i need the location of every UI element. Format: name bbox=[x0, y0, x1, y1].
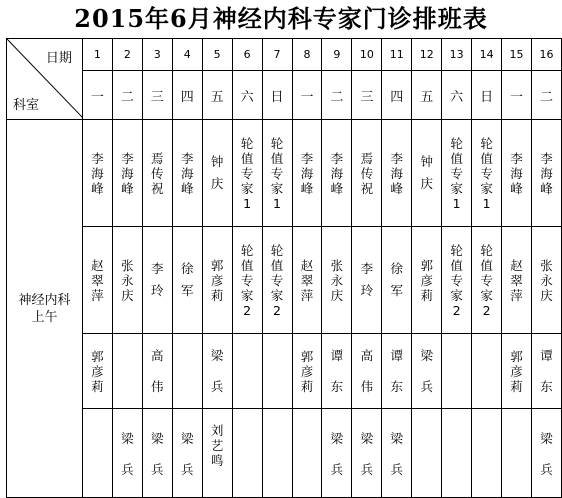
doctor-name: 轮值专家1 bbox=[480, 135, 493, 211]
date-header-cell: 16 bbox=[532, 39, 562, 71]
doctor-cell bbox=[502, 334, 532, 409]
weekday-header-cell: 五 bbox=[202, 71, 232, 120]
doctor-name: 李海峰 bbox=[510, 150, 523, 196]
doctor-cell bbox=[382, 409, 412, 498]
doctor-cell bbox=[202, 334, 232, 409]
doctor-name: 梁兵 bbox=[210, 348, 224, 394]
doctor-cell bbox=[82, 120, 112, 227]
doctor-cell bbox=[352, 409, 382, 498]
date-header-cell: 6 bbox=[232, 39, 262, 71]
doctor-name: 李海峰 bbox=[300, 150, 314, 196]
doctor-cell bbox=[232, 334, 262, 409]
doctor-name: 李海峰 bbox=[91, 150, 104, 196]
date-header-cell: 15 bbox=[502, 39, 532, 71]
doctor-name: 赵翠萍 bbox=[300, 257, 314, 303]
doctor-name: 李海峰 bbox=[540, 150, 553, 196]
weekday-header-cell: 二 bbox=[322, 71, 352, 120]
schedule-table-wrapper bbox=[6, 38, 562, 498]
doctor-cell bbox=[352, 227, 382, 334]
weekday-header-cell: 一 bbox=[292, 71, 322, 120]
doctor-name: 徐军 bbox=[180, 261, 194, 298]
date-header-cell: 11 bbox=[382, 39, 412, 71]
doctor-cell bbox=[112, 120, 142, 227]
weekday-header-cell: 一 bbox=[82, 71, 112, 120]
doctor-cell bbox=[292, 334, 322, 409]
doctor-cell bbox=[172, 120, 202, 227]
corner-header-cell bbox=[7, 39, 83, 120]
doctor-name: 李玲 bbox=[151, 261, 164, 298]
doctor-name: 轮值专家2 bbox=[270, 242, 284, 318]
date-header-cell: 9 bbox=[322, 39, 352, 71]
doctor-name: 钟庆 bbox=[420, 154, 433, 191]
doctor-name: 高伟 bbox=[151, 348, 164, 394]
doctor-name: 谭东 bbox=[540, 348, 553, 394]
doctor-name: 梁兵 bbox=[151, 431, 164, 477]
date-header-cell: 7 bbox=[262, 39, 292, 71]
doctor-cell bbox=[202, 120, 232, 227]
weekday-header-cell: 日 bbox=[262, 71, 292, 120]
doctor-name: 轮值专家2 bbox=[240, 242, 254, 318]
doctor-cell bbox=[82, 334, 112, 409]
doctor-cell bbox=[532, 227, 562, 334]
page-title: 2015年6月神经内科专家门诊排班表 bbox=[74, 4, 488, 33]
doctor-name: 郭彦莉 bbox=[510, 348, 523, 394]
doctor-name: 梁兵 bbox=[180, 431, 194, 477]
doctor-cell bbox=[322, 409, 352, 498]
doctor-name: 郭彦莉 bbox=[300, 348, 314, 394]
doctor-cell bbox=[382, 120, 412, 227]
date-header-cell: 2 bbox=[112, 39, 142, 71]
doctor-name: 轮值专家1 bbox=[270, 135, 284, 211]
doctor-name: 梁兵 bbox=[360, 431, 374, 477]
doctor-cell bbox=[472, 120, 502, 227]
doctor-cell bbox=[292, 227, 322, 334]
doctor-cell bbox=[472, 409, 502, 498]
corner-date-label: 日期 bbox=[45, 51, 72, 66]
doctor-name: 赵翠萍 bbox=[510, 257, 523, 303]
department-label: 神经内科上午 bbox=[18, 292, 71, 325]
doctor-cell bbox=[112, 334, 142, 409]
doctor-name: 轮值专家1 bbox=[450, 135, 463, 211]
doctor-cell bbox=[532, 334, 562, 409]
doctor-name: 梁兵 bbox=[390, 431, 404, 477]
doctor-cell bbox=[82, 409, 112, 498]
weekday-header-cell: 二 bbox=[532, 71, 562, 120]
schedule-row bbox=[7, 334, 562, 409]
doctor-cell bbox=[442, 227, 472, 334]
weekday-header-cell: 四 bbox=[172, 71, 202, 120]
weekday-header-cell: 三 bbox=[142, 71, 172, 120]
doctor-name: 谭东 bbox=[390, 348, 404, 394]
doctor-cell bbox=[412, 227, 442, 334]
weekday-header-cell: 六 bbox=[232, 71, 262, 120]
doctor-cell bbox=[292, 120, 322, 227]
doctor-cell bbox=[442, 409, 472, 498]
doctor-cell bbox=[112, 409, 142, 498]
doctor-cell bbox=[172, 227, 202, 334]
weekday-header-cell: 日 bbox=[472, 71, 502, 120]
doctor-name: 焉传祝 bbox=[151, 150, 164, 196]
doctor-cell bbox=[502, 120, 532, 227]
doctor-cell bbox=[532, 120, 562, 227]
doctor-name: 梁兵 bbox=[330, 431, 344, 477]
doctor-cell bbox=[502, 227, 532, 334]
doctor-cell bbox=[232, 227, 262, 334]
weekday-header-cell: 四 bbox=[382, 71, 412, 120]
doctor-name: 张永庆 bbox=[121, 257, 134, 303]
doctor-name: 梁兵 bbox=[420, 348, 433, 394]
doctor-name: 梁兵 bbox=[540, 431, 553, 477]
doctor-cell bbox=[322, 334, 352, 409]
doctor-cell bbox=[262, 227, 292, 334]
doctor-cell bbox=[142, 409, 172, 498]
schedule-row bbox=[7, 227, 562, 334]
doctor-cell bbox=[352, 120, 382, 227]
corner-dept-label: 科室 bbox=[13, 98, 40, 113]
doctor-name: 刘艺鸣 bbox=[210, 423, 224, 468]
doctor-name: 谭东 bbox=[330, 348, 344, 394]
doctor-name: 张永庆 bbox=[540, 257, 553, 303]
doctor-cell bbox=[382, 227, 412, 334]
doctor-cell bbox=[82, 227, 112, 334]
doctor-name: 郭彦莉 bbox=[420, 257, 433, 303]
doctor-name: 轮值专家2 bbox=[450, 242, 463, 318]
doctor-name: 轮值专家1 bbox=[240, 135, 254, 211]
department-cell bbox=[7, 120, 83, 498]
doctor-cell bbox=[412, 334, 442, 409]
date-header-cell: 3 bbox=[142, 39, 172, 71]
doctor-cell bbox=[262, 334, 292, 409]
date-header-cell: 5 bbox=[202, 39, 232, 71]
doctor-cell bbox=[382, 334, 412, 409]
weekday-header-cell: 一 bbox=[502, 71, 532, 120]
doctor-cell bbox=[172, 334, 202, 409]
doctor-cell bbox=[412, 120, 442, 227]
doctor-name: 李海峰 bbox=[330, 150, 344, 196]
doctor-cell bbox=[472, 334, 502, 409]
doctor-cell bbox=[142, 334, 172, 409]
doctor-cell bbox=[442, 120, 472, 227]
date-header-cell: 10 bbox=[352, 39, 382, 71]
doctor-cell bbox=[112, 227, 142, 334]
date-header-cell: 13 bbox=[442, 39, 472, 71]
doctor-name: 李海峰 bbox=[121, 150, 134, 196]
doctor-name: 李海峰 bbox=[180, 150, 194, 196]
doctor-cell bbox=[502, 409, 532, 498]
doctor-name: 李海峰 bbox=[390, 150, 404, 196]
doctor-cell bbox=[532, 409, 562, 498]
weekday-header-cell: 六 bbox=[442, 71, 472, 120]
doctor-cell bbox=[232, 120, 262, 227]
doctor-cell bbox=[412, 409, 442, 498]
doctor-cell bbox=[352, 334, 382, 409]
doctor-name: 郭彦莉 bbox=[210, 257, 224, 303]
doctor-cell bbox=[172, 409, 202, 498]
schedule-table bbox=[6, 38, 562, 498]
doctor-cell bbox=[292, 409, 322, 498]
date-header-cell: 8 bbox=[292, 39, 322, 71]
doctor-name: 李玲 bbox=[360, 261, 374, 298]
doctor-cell bbox=[262, 409, 292, 498]
doctor-name: 郭彦莉 bbox=[91, 348, 104, 394]
doctor-name: 焉传祝 bbox=[360, 150, 374, 196]
doctor-cell bbox=[232, 409, 262, 498]
doctor-name: 徐军 bbox=[390, 261, 404, 298]
doctor-cell bbox=[142, 120, 172, 227]
weekday-header-cell: 五 bbox=[412, 71, 442, 120]
schedule-row bbox=[7, 120, 562, 227]
doctor-name: 高伟 bbox=[360, 348, 374, 394]
date-header-cell: 14 bbox=[472, 39, 502, 71]
doctor-cell bbox=[262, 120, 292, 227]
schedule-row bbox=[7, 409, 562, 498]
date-header-cell: 1 bbox=[82, 39, 112, 71]
weekday-header-cell: 三 bbox=[352, 71, 382, 120]
doctor-cell bbox=[202, 227, 232, 334]
doctor-cell bbox=[322, 227, 352, 334]
date-header-cell: 12 bbox=[412, 39, 442, 71]
weekday-header-cell: 二 bbox=[112, 71, 142, 120]
doctor-cell bbox=[202, 409, 232, 498]
doctor-name: 赵翠萍 bbox=[91, 257, 104, 303]
doctor-cell bbox=[442, 334, 472, 409]
doctor-name: 轮值专家2 bbox=[480, 242, 493, 318]
doctor-name: 钟庆 bbox=[210, 154, 224, 191]
doctor-name: 张永庆 bbox=[330, 257, 344, 303]
date-header-cell: 4 bbox=[172, 39, 202, 71]
doctor-cell bbox=[322, 120, 352, 227]
doctor-cell bbox=[472, 227, 502, 334]
doctor-cell bbox=[142, 227, 172, 334]
doctor-name: 梁兵 bbox=[121, 431, 134, 477]
